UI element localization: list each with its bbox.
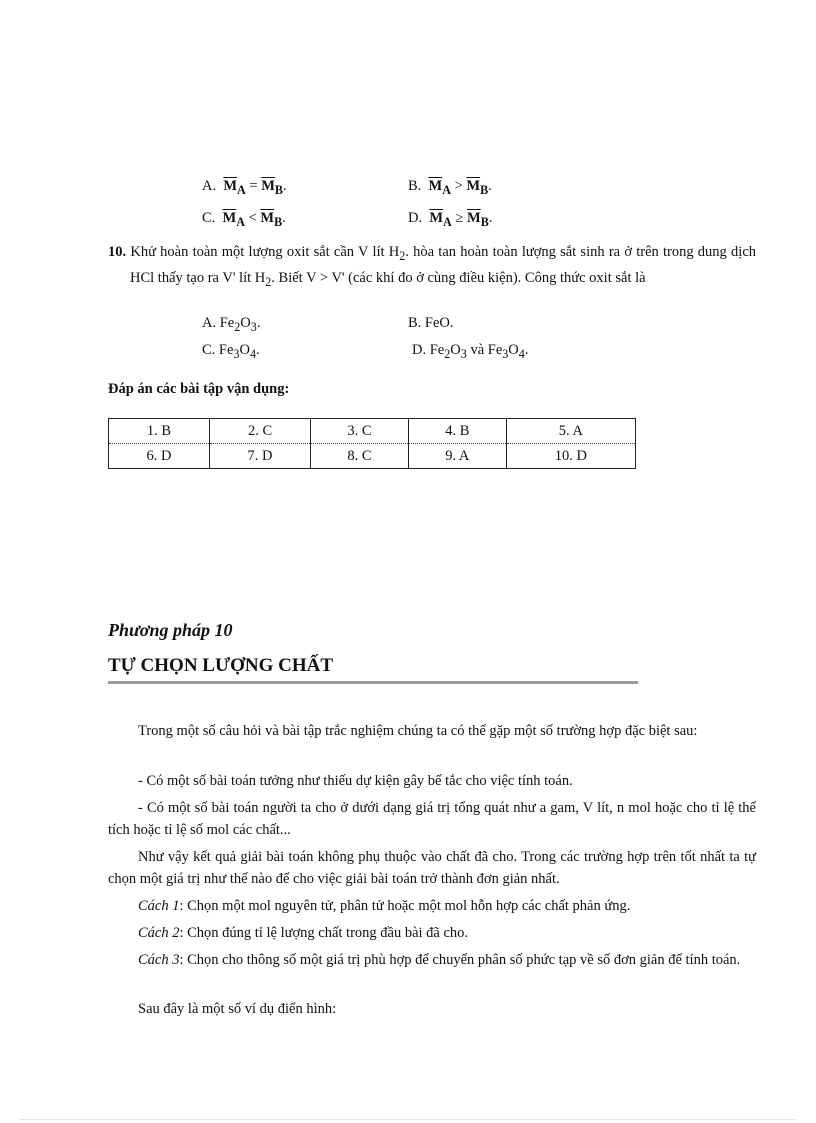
page-footer-divider <box>20 1119 796 1120</box>
intro-paragraph: Trong một số câu hỏi và bài tập trắc nghiệm chúng ta có thể gặp một số trường hợp đặc biệt sau: <box>138 723 698 739</box>
answers-heading: Đáp án các bài tập vận dụng: <box>108 381 290 397</box>
question-10: 10. Khử hoàn toàn một lượng oxit sắt cần V lít $H_2$. hòa tan hoàn toàn lượng sắt sinh ra ở trên trong dung dịch HCl thấy tạo ra V' lít $H_2$. Biết V > V' (các khí đo ở cùng điều kiện). Công thức oxit sắt là <box>108 244 756 289</box>
q9-option-c: C. $\overline{M}_A < \overline{M}_B$. <box>202 210 286 229</box>
table-cell: 7. D <box>210 444 311 469</box>
table-cell: 10. D <box>506 444 635 469</box>
q10-option-c: C. $Fe_3O_4$. <box>202 342 260 361</box>
examples-paragraph: Sau đây là một số ví dụ điển hình: <box>138 1001 337 1017</box>
table-row <box>109 419 636 444</box>
table-cell: 4. B <box>408 419 506 444</box>
table-cell: 9. A <box>408 444 506 469</box>
q9-option-b: B. $\overline{M}_A > \overline{M}_B$. <box>408 178 492 197</box>
section-title: TỰ CHỌN LƯỢNG CHẤT <box>108 655 334 676</box>
table-cell: 5. A <box>506 419 635 444</box>
conclusion-paragraph: Như vậy kết quả giải bài toán không phụ thuộc vào chất đã cho. Trong các trường hợp trên tốt nhất ta tự chọn một giá trị như thế nào để cho việc giải bài toán trở thành đơn giản nhất. <box>108 849 756 887</box>
method-heading: Phương pháp 10 <box>108 620 233 640</box>
table-row <box>109 444 636 469</box>
way-2-paragraph: Cách 2: Chọn đúng tỉ lệ lượng chất trong đầu bài đã cho. <box>138 925 469 941</box>
table-cell: 8. C <box>311 444 409 469</box>
q10-option-a: A. $Fe_2O_3$. <box>202 315 261 334</box>
table-cell: 6. D <box>109 444 210 469</box>
way-3-paragraph: Cách 3: Chọn cho thông số một giá trị phù hợp để chuyển phân số phức tạp về số đơn giản để tính toán. <box>138 952 741 968</box>
table-cell: 3. C <box>311 419 409 444</box>
q9-option-a: A. $\overline{M}_A = \overline{M}_B$. <box>202 178 287 197</box>
q10-option-d: D. $Fe_2O_3$ và $Fe_3O_4$. <box>412 342 529 361</box>
table-cell: 2. C <box>210 419 311 444</box>
bullet-paragraph: - Có một số bài toán người ta cho ở dưới dạng giá trị tổng quát như a gam, V lít, n mol hoặc cho tỉ lệ thể tích hoặc tỉ lệ số mol các chất... <box>108 800 756 838</box>
title-rule <box>108 681 638 684</box>
table-cell: 1. B <box>109 419 210 444</box>
way-1-paragraph: Cách 1: Chọn một mol nguyên tử, phân tử hoặc một mol hỗn hợp các chất phản ứng. <box>138 898 631 914</box>
question-number: 10. <box>108 244 127 260</box>
q9-option-d: D. $\overline{M}_A \ge \overline{M}_B$. <box>408 210 493 229</box>
answers-table <box>108 418 636 469</box>
q10-option-b: B. FeO. <box>408 315 454 331</box>
bullet-paragraph: - Có một số bài toán tưởng như thiếu dự kiện gây bế tắc cho việc tính toán. <box>138 773 573 789</box>
